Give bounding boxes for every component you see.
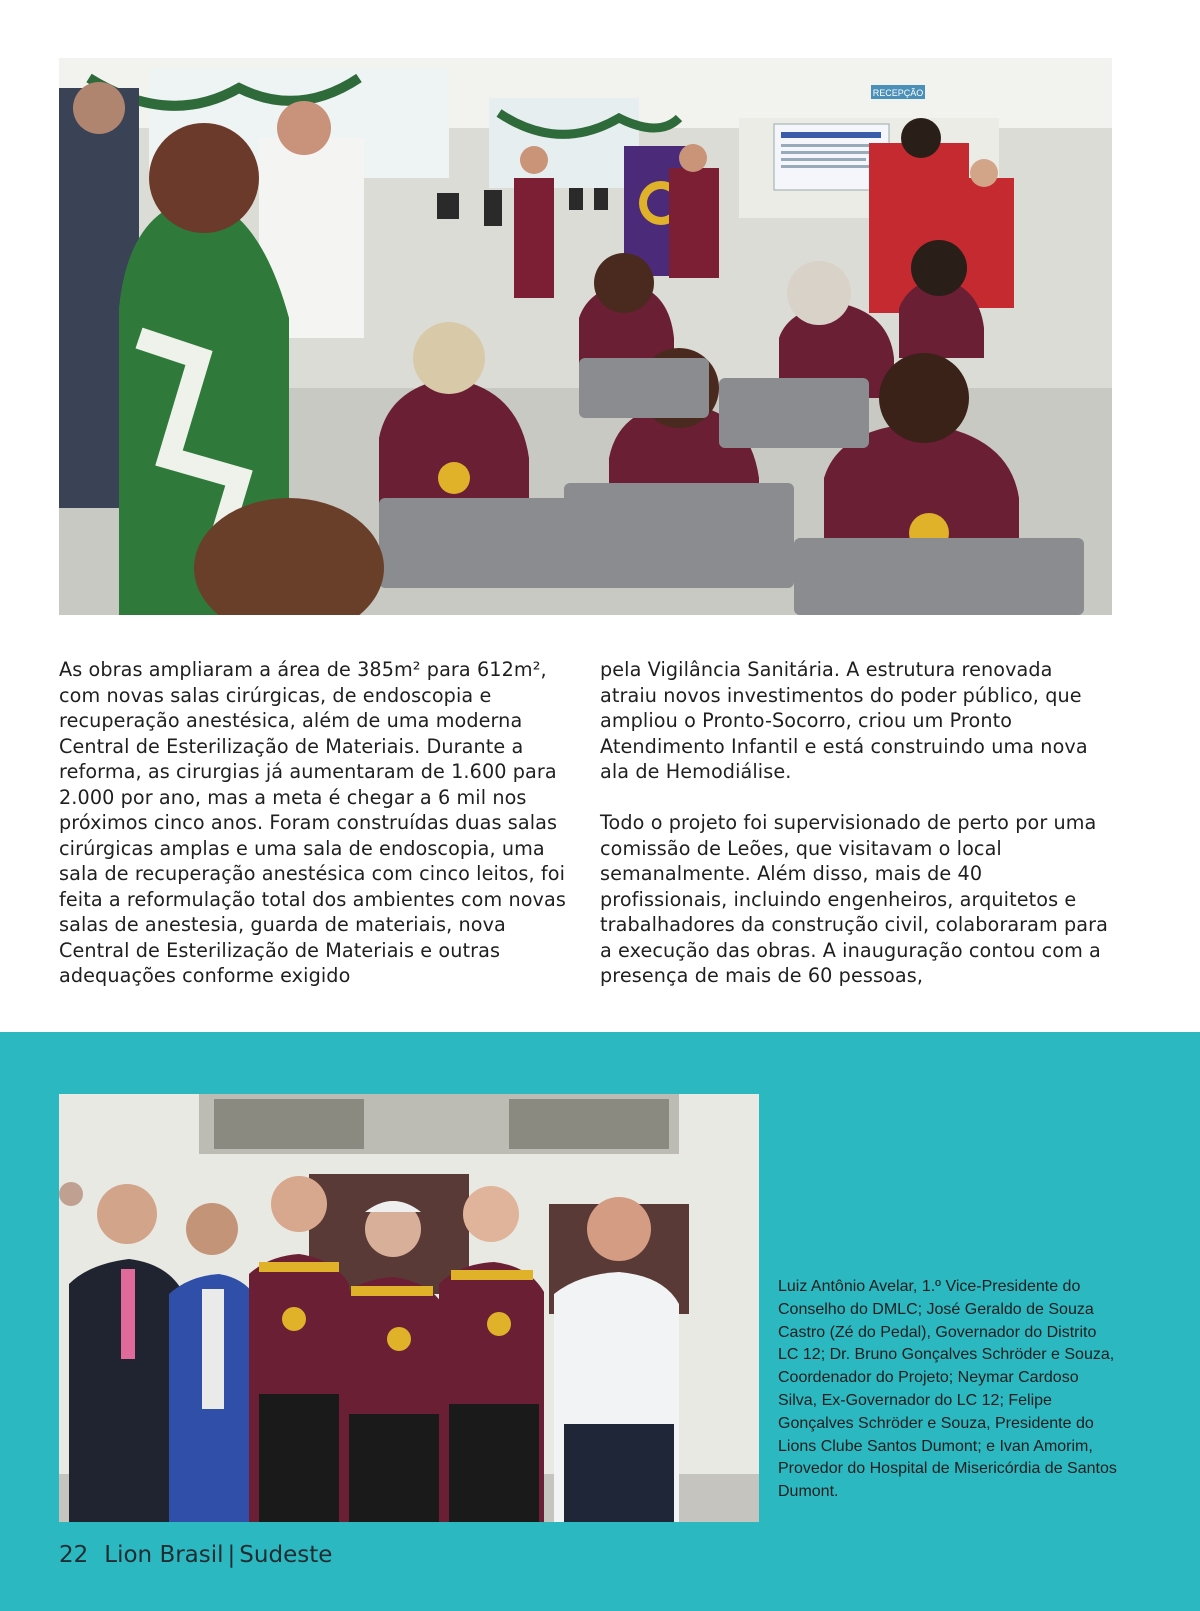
article-paragraph: pela Vigilância Sanitária. A estrutura renovada atraiu novos investimentos do poder público, que ampliou o Pronto-Socorro, criou um Pronto Atendimento Infantil e está construindo uma nova ala de Hemodiálise. bbox=[600, 658, 1088, 783]
page-number: 22 bbox=[59, 1542, 89, 1568]
footer-separator: | bbox=[227, 1542, 236, 1568]
event-photo-audience bbox=[59, 58, 1112, 615]
section-name: Sudeste bbox=[239, 1542, 333, 1568]
group-photo-plaque-image bbox=[59, 1094, 759, 1522]
article-column-right bbox=[600, 657, 1115, 1014]
photo-caption: Luiz Antônio Avelar, 1.º Vice-Presidente do Conselho do DMLC; José Geraldo de Souza Castro (Zé do Pedal), Governador do Distrito LC 12; Dr. Bruno Gonçalves Schröder e Souza, Coordenador do Projeto; Neymar Cardoso Silva, Ex-Governador do LC 12; Felipe Gonçalves Schröder e Souza, Presidente do Lions Clube Santos Dumont; e Ivan Amorim, Provedor do Hospital de Misericórdia de Santos Dumont. bbox=[778, 1278, 1117, 1501]
article-paragraph: As obras ampliaram a área de 385m² para 612m², com novas salas cirúrgicas, de endoscopia e recuperação anestésica, além de uma moderna Central de Esterilização de Materiais. Durante a reforma, as cirurgias já aumentaram de 1.600 para 2.000 por ano, mas a meta é chegar a 6 mil nos próximos cinco anos. Foram construídas duas salas cirúrgicas amplas e uma sala de endoscopia, uma sala de recuperação anestésica com cinco leitos, foi feita a reformulação total dos ambientes com novas salas de anestesia, guarda de materiais, nova Central de Esterilização de Materiais e outras adequações conforme exigido bbox=[59, 658, 566, 987]
page-footer bbox=[59, 1542, 332, 1568]
article-paragraph: Todo o projeto foi supervisionado de perto por uma comissão de Leões, que visitavam o local semanalmente. Além disso, mais de 40 profissionais, incluindo engenheiros, arquitetos e trabalhadores da construção civil, colaboraram para a execução das obras. A inauguração contou com a presença de mais de 60 pessoas, bbox=[600, 811, 1109, 987]
group-photo-plaque bbox=[59, 1094, 759, 1522]
article-column-left bbox=[59, 657, 574, 1014]
event-photo-audience-image bbox=[59, 58, 1112, 615]
publication-name: Lion Brasil bbox=[104, 1542, 224, 1568]
reception-sign-text: RECEPÇÃO bbox=[872, 88, 924, 98]
